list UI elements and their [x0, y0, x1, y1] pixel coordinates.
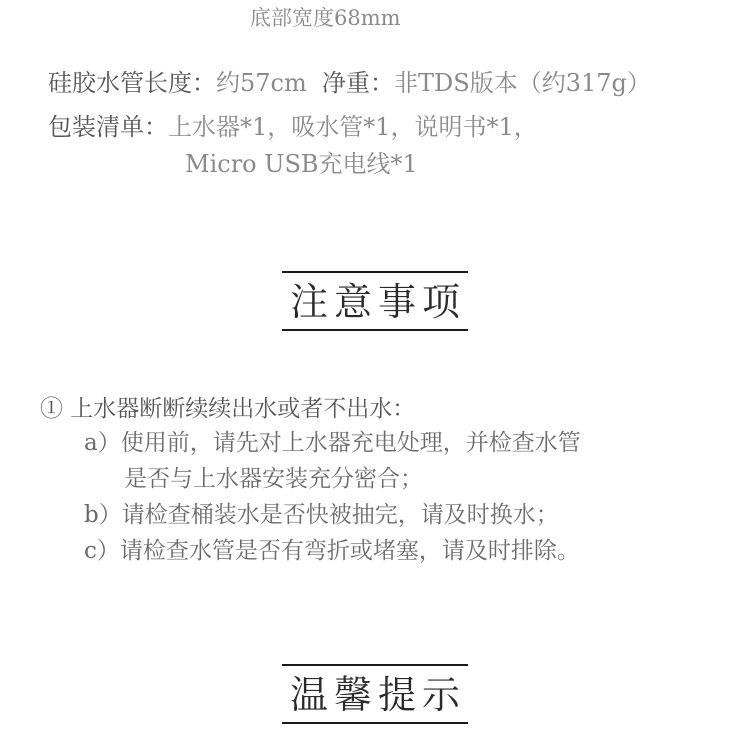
note-item-a: a）使用前，请先对上水器充电处理，并检查水管 — [84, 430, 581, 456]
bottom-width-text: 底部宽度68mm — [250, 6, 401, 30]
net-weight-label: 净重： — [322, 69, 395, 97]
note-item-c: c）请检查水管是否有弯折或堵塞，请及时排除。 — [84, 538, 580, 564]
package-list-value-continued: Micro USB充电线*1 — [185, 150, 418, 178]
note-item-a-continued: 是否与上水器安装充分密合； — [124, 466, 423, 492]
package-list-value: 上水器*1，吸水管*1，说明书*1， — [168, 113, 538, 141]
spec-row-package — [48, 108, 538, 146]
section-title-tips: 温馨提示 — [282, 664, 468, 724]
hose-length-value: 约57cm — [216, 69, 307, 97]
spec-row-hose-weight — [48, 64, 651, 102]
net-weight-value: 非TDS版本（约317g） — [394, 69, 651, 97]
hose-length-label: 硅胶水管长度： — [48, 69, 216, 97]
package-list-label: 包装清单： — [48, 113, 168, 141]
section-title-notes: 注意事项 — [282, 271, 468, 331]
note-item-1: ① 上水器断断续续出水或者不出水： — [40, 396, 416, 422]
note-item-b: b）请检查桶装水是否快被抽完，请及时换水； — [84, 502, 559, 528]
